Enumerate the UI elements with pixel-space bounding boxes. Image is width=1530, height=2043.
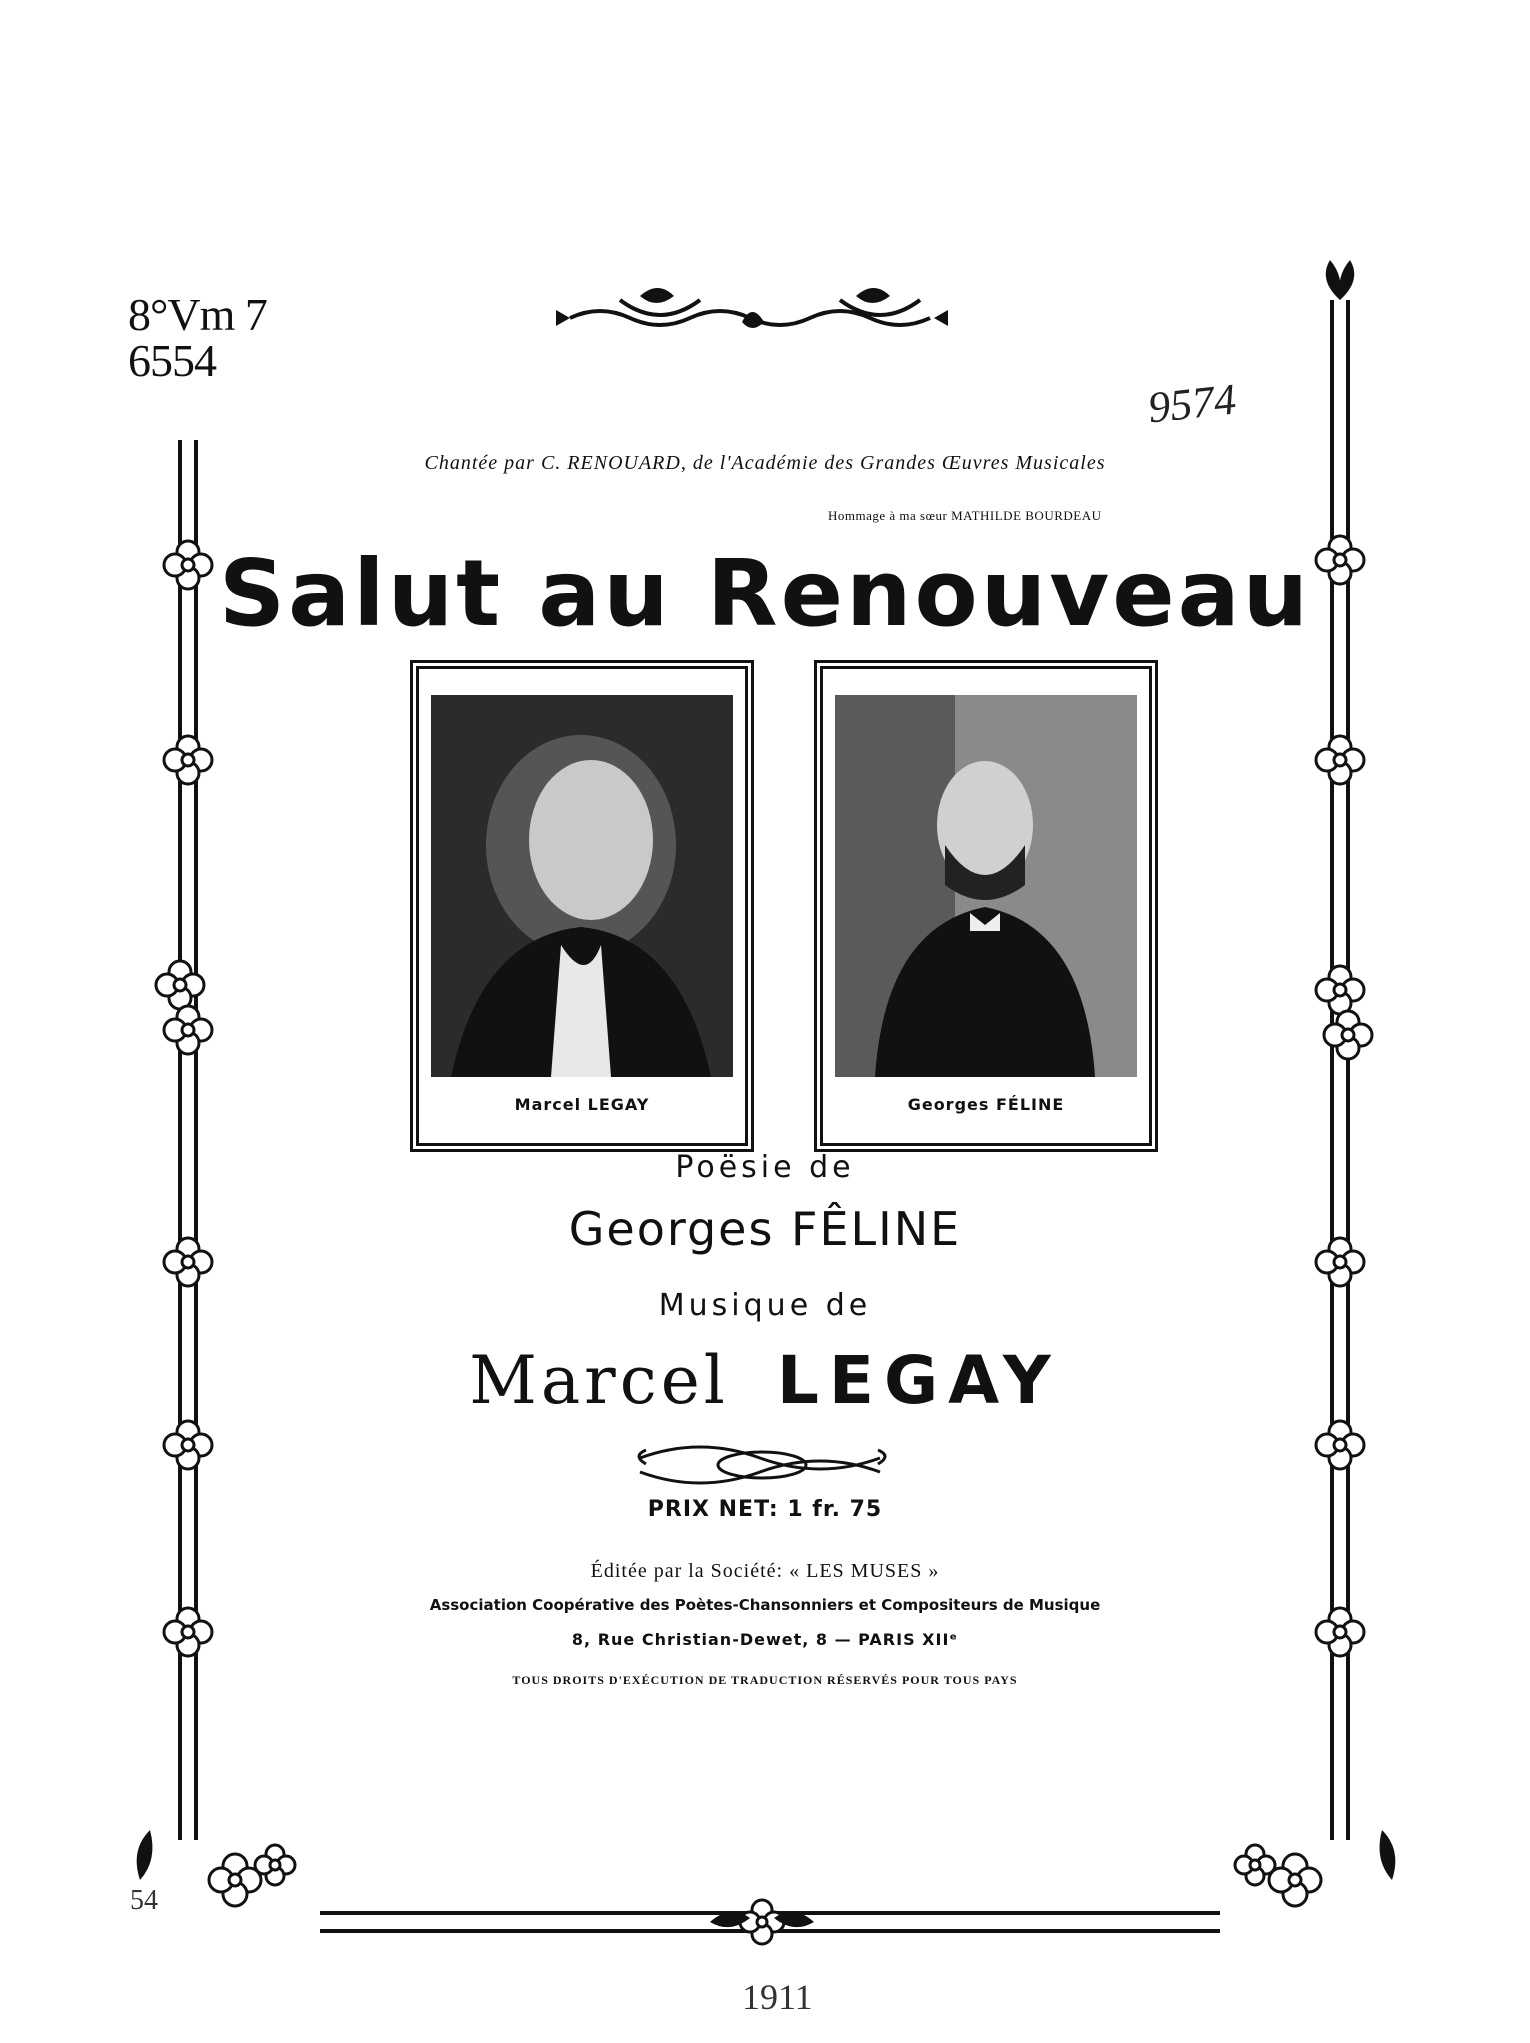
publisher-line: Éditée par la Société: « LES MUSES » [590,1560,940,1582]
poet-name: Georges FÊLINE [568,1202,962,1256]
composer-first-name: Marcel [469,1342,729,1419]
portrait-photo-feline [835,695,1137,1077]
library-shelfmark [128,289,267,386]
sung-by-line: Chantée par C. RENOUARD, de l'Académie des Grandes Œuvres Musicales [424,452,1106,474]
shelfmark-line-2: 6554 [128,335,216,386]
dedication: Hommage à ma sœur MATHILDE BOURDEAU [828,508,1102,523]
association-line: Association Coopérative des Poètes-Chansonniers et Compositeurs de Musique [429,1596,1101,1614]
year-stamp: 1911 [742,1977,813,2017]
margin-note: 54 [130,1885,158,1916]
shelfmark-line-1: 8°Vm 7 [128,289,267,340]
portrait-frame-right [814,660,1158,1152]
portrait-silhouette [835,695,1137,1077]
portrait-photo-legay [431,695,733,1077]
song-title: Salut au Renouveau [218,540,1312,647]
portrait-caption-left: Marcel LEGAY [514,1095,650,1114]
portrait-caption-right: Georges FÉLINE [907,1095,1065,1114]
portrait-frame-left [410,660,754,1152]
price: PRIX NET: 1 fr. 75 [647,1497,883,1522]
publisher-address: 8, Rue Christian-Dewet, 8 — PARIS XIIᵉ [571,1630,959,1649]
portrait-silhouette [431,695,733,1077]
composer-name [0,1342,1530,1419]
music-label: Musique de [658,1288,872,1323]
poetry-label: Poësie de [675,1150,855,1185]
composer-last-name: LEGAY [776,1342,1061,1419]
rights-notice: TOUS DROITS D'EXÉCUTION DE TRADUCTION RÉSERVÉS POUR TOUS PAYS [512,1673,1018,1687]
handwritten-number: 9574 [1145,374,1239,433]
